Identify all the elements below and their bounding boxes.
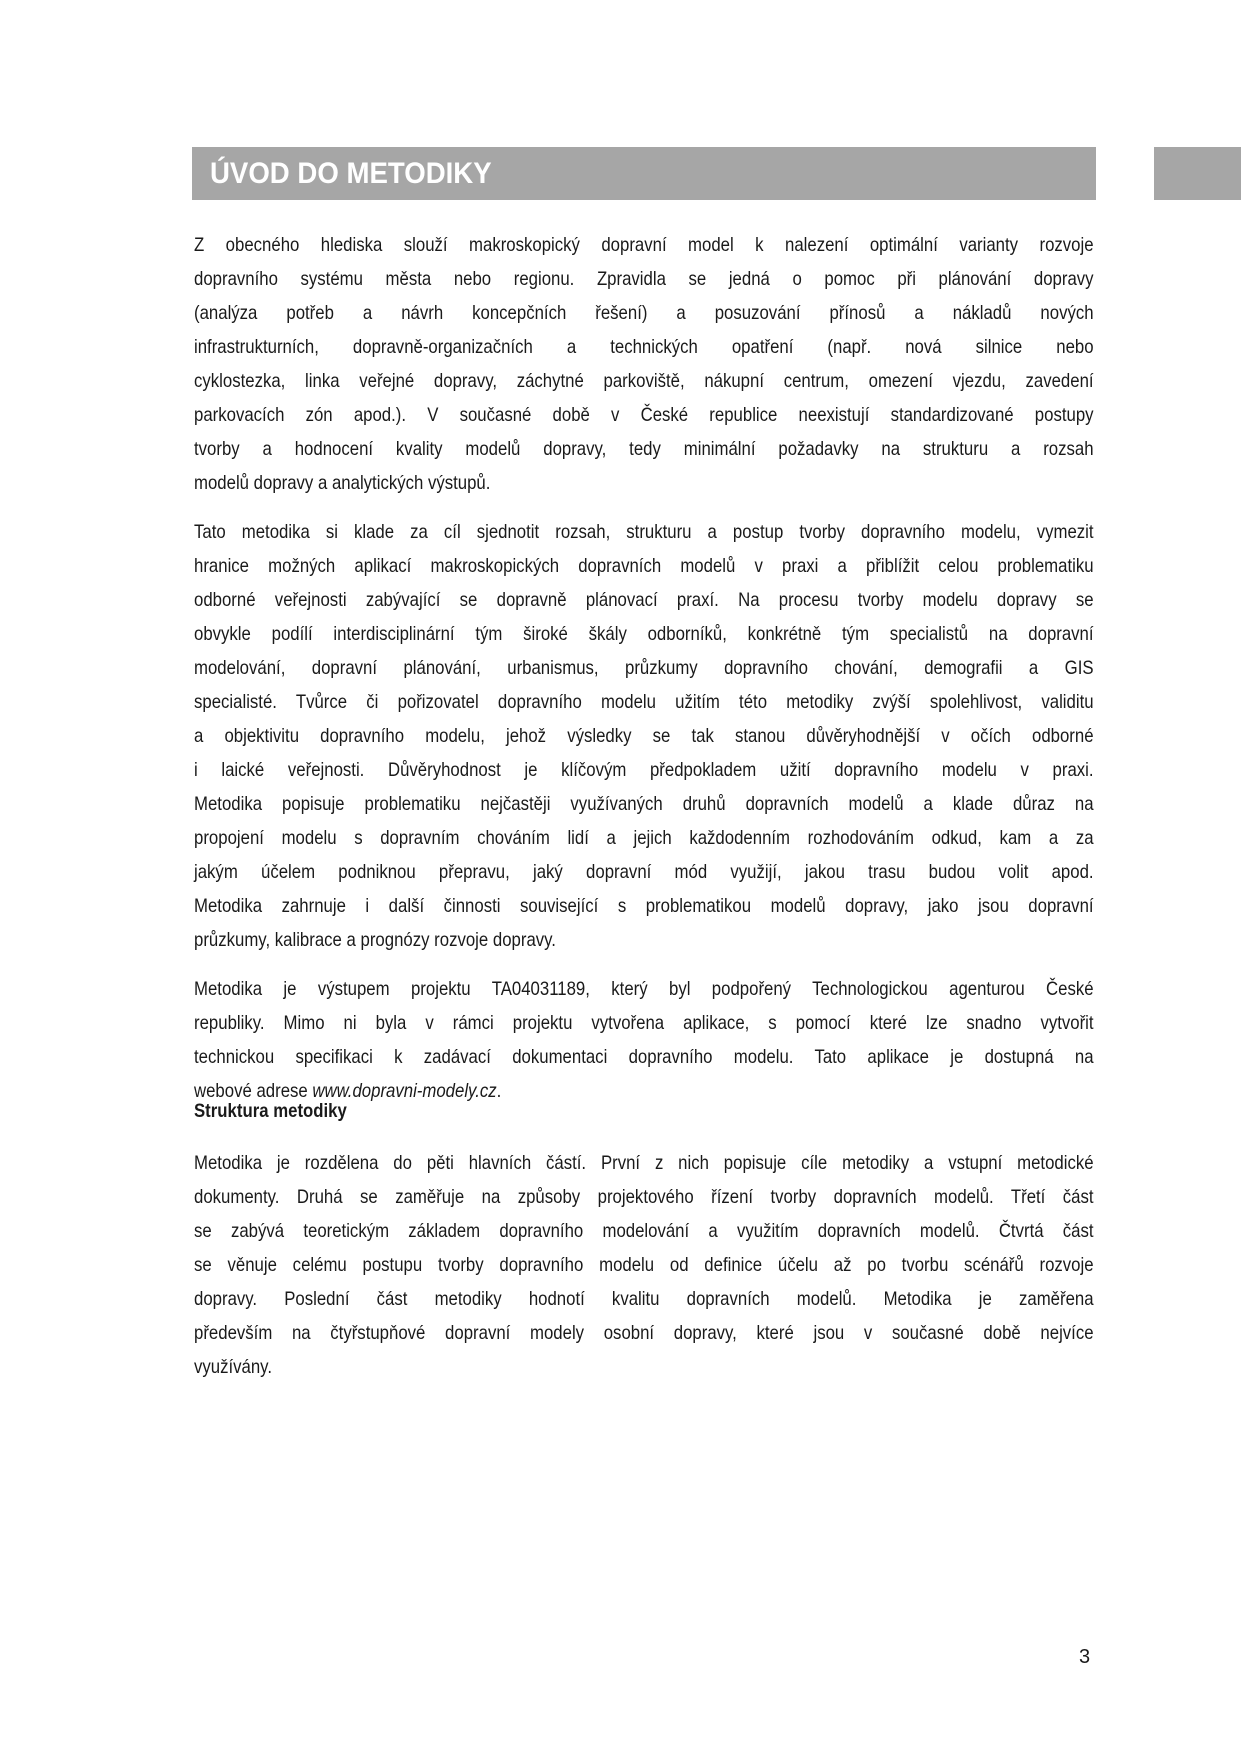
website-link[interactable]: www.dopravni-modely.cz	[312, 1080, 497, 1102]
page-number: 3	[1079, 1646, 1091, 1668]
chapter-side-tab	[1154, 147, 1241, 200]
text-line: dokumenty. Druhá se zaměřuje na způsoby projektového řízení tvorby dopravních modelů. Třetí část	[194, 1186, 1094, 1208]
text-line: (analýza potřeb a návrh koncepčních řešení) a posuzování přínosů a nákladů nových	[194, 302, 1094, 324]
text-line: Tato metodika si klade za cíl sjednotit rozsah, strukturu a postup tvorby dopravního modelu, vymezit	[194, 521, 1094, 543]
text-line: především na čtyřstupňové dopravní modely osobní dopravy, které jsou v současné době nejvíce	[194, 1322, 1094, 1344]
text-line: obvykle podílí interdisciplinární tým široké škály odborníků, konkrétně tým specialistů na dopravní	[194, 623, 1094, 645]
paragraph-goals	[194, 515, 1240, 957]
text-line: dopravy. Poslední část metodiky hodnotí kvalitu dopravních modelů. Metodika je zaměřena	[194, 1288, 1094, 1310]
text-line: průzkumy, kalibrace a prognózy rozvoje dopravy.	[194, 929, 556, 951]
text-line: hranice možných aplikací makroskopických dopravních modelů v praxi a přiblížit celou problematiku	[194, 555, 1094, 577]
text-line: specialisté. Tvůrce či pořizovatel dopravního modelu užitím této metodiky zvýší spolehlivost, validitu	[194, 691, 1094, 713]
section-heading-bar	[192, 147, 1096, 200]
paragraph-structure	[194, 1146, 1240, 1384]
text-line: Z obecného hlediska slouží makroskopický dopravní model k nalezení optimální varianty rozvoje	[194, 234, 1094, 256]
subheading-structure	[194, 1094, 1094, 1128]
text-line: Metodika zahrnuje i další činnosti související s problematikou modelů dopravy, jako jsou dopravní	[194, 895, 1094, 917]
text-line: cyklostezka, linka veřejné dopravy, záchytné parkoviště, nákupní centrum, omezení vjezdu, zavedení	[194, 370, 1094, 392]
text-line: odborné veřejnosti zabývající se dopravně plánovací praxí. Na procesu tvorby modelu dopravy se	[194, 589, 1094, 611]
text-line: jakým účelem podniknou přepravu, jaký dopravní mód využijí, jakou trasu budou volit apod.	[194, 861, 1094, 883]
subheading-text: Struktura metodiky	[194, 1100, 347, 1122]
paragraph-intro	[194, 228, 1240, 500]
text-line: se zabývá teoretickým základem dopravního modelování a využitím dopravních modelů. Čtvrtá část	[194, 1220, 1094, 1242]
text-line: infrastrukturních, dopravně-organizačních a technických opatření (např. nová silnice nebo	[194, 336, 1094, 358]
text-line: parkovacích zón apod.). V současné době v České republice neexistují standardizované postupy	[194, 404, 1094, 426]
text-line: technickou specifikaci k zadávací dokumentaci dopravního modelu. Tato aplikace je dostupná na	[194, 1046, 1094, 1068]
text-line: využívány.	[194, 1356, 272, 1378]
text-fragment: .	[496, 1080, 502, 1102]
text-line: se věnuje celému postupu tvorby dopravního modelu od definice účelu až po tvorbu scénářů rozvoje	[194, 1254, 1094, 1276]
text-line: tvorby a hodnocení kvality modelů dopravy, tedy minimální požadavky na strukturu a rozsah	[194, 438, 1094, 460]
text-fragment: webové adrese	[194, 1080, 313, 1102]
text-line: republiky. Mimo ni byla v rámci projektu vytvořena aplikace, s pomocí které lze snadno vytvořit	[194, 1012, 1094, 1034]
text-line: a objektivitu dopravního modelu, jehož výsledky se tak stanou důvěryhodnější v očích odborné	[194, 725, 1094, 747]
text-line: i laické veřejnosti. Důvěryhodnost je klíčovým předpokladem užití dopravního modelu v praxi.	[194, 759, 1094, 781]
page-title: ÚVOD DO METODIKY	[210, 157, 492, 190]
text-line: modelování, dopravní plánování, urbanismus, průzkumy dopravního chování, demografii a GIS	[194, 657, 1094, 679]
text-line: propojení modelu s dopravním chováním lidí a jejich každodenním rozhodováním odkud, kam a za	[194, 827, 1094, 849]
text-line: modelů dopravy a analytických výstupů.	[194, 472, 491, 494]
text-line: dopravního systému města nebo regionu. Zpravidla se jedná o pomoc při plánování dopravy	[194, 268, 1094, 290]
text-line: Metodika popisuje problematiku nejčastěji využívaných druhů dopravních modelů a klade důraz na	[194, 793, 1094, 815]
text-line: Metodika je rozdělena do pěti hlavních částí. První z nich popisuje cíle metodiky a vstupní metodické	[194, 1152, 1094, 1174]
text-line: Metodika je výstupem projektu TA04031189, který byl podpořený Technologickou agenturou České	[194, 978, 1094, 1000]
paragraph-project	[194, 972, 1240, 1108]
